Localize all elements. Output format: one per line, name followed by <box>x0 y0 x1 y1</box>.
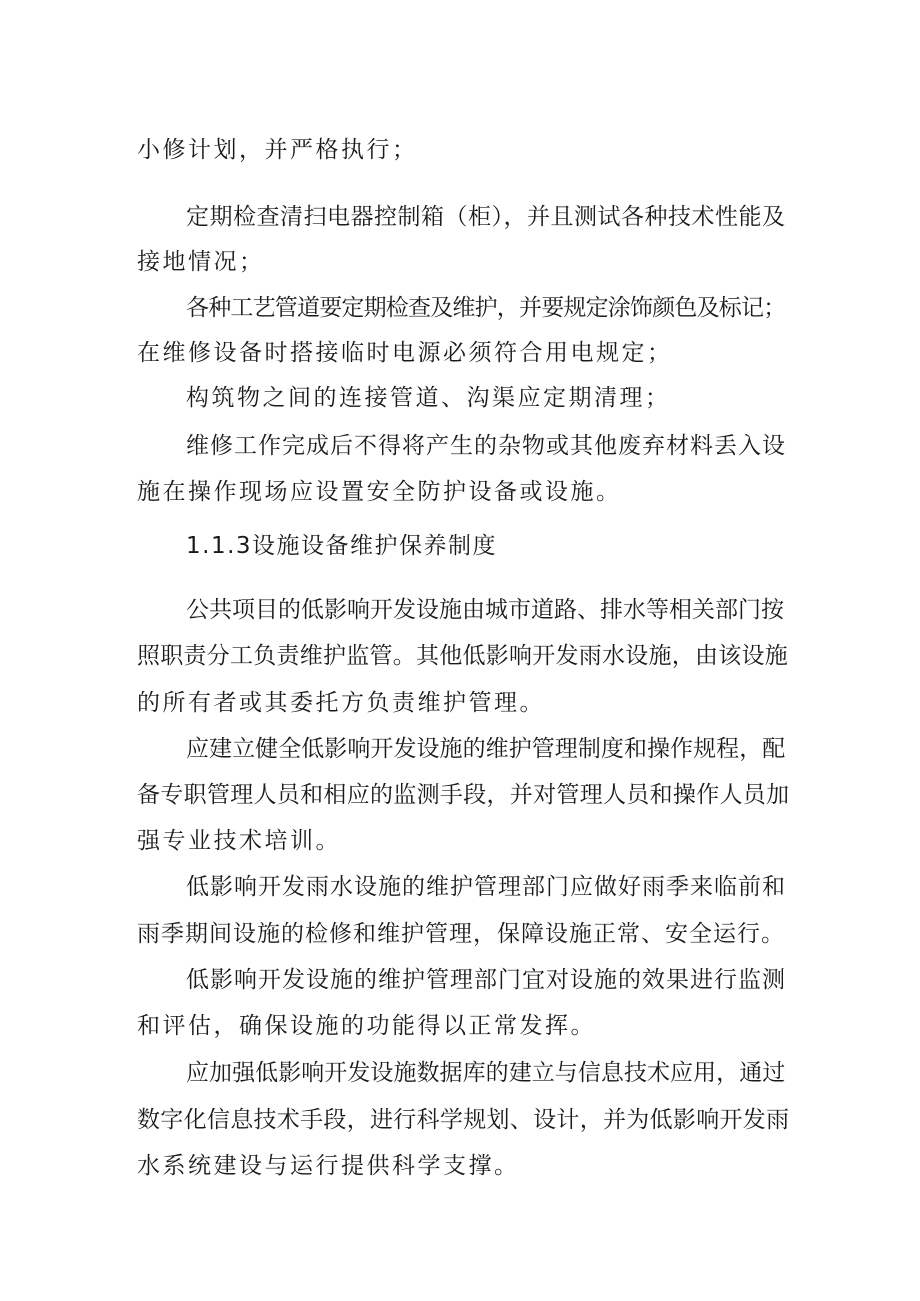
text-line: 雨季期间设施的检修和维护管理，保障设施正常、安全运行。 <box>137 921 785 947</box>
text-line: 定期检查清扫电器控制箱（柜），并且测试各种技术性能及 <box>186 204 786 230</box>
text-line: 接地情况； <box>137 249 265 275</box>
text-line: 在维修设备时搭接临时电源必须符合用电规定； <box>137 340 673 366</box>
text-line: 应加强低影响开发设施数据库的建立与信息技术应用，通过 <box>186 1060 786 1086</box>
section-heading: 1.1.3设施设备维护保养制度 <box>186 533 498 559</box>
text-line: 施在操作现场应设置安全防护设备或设施。 <box>137 479 622 505</box>
text-line: 照职责分工负责维护监管。其他低影响开发雨水设施，由该设施 <box>137 643 788 669</box>
text-line: 数字化信息技术手段，进行科学规划、设计，并为低影响开发雨 <box>137 1107 790 1133</box>
text-line: 和评估，确保设施的功能得以正常发挥。 <box>137 1013 596 1039</box>
text-line: 小修计划，并严格执行； <box>137 137 418 163</box>
text-line: 低影响开发设施的维护管理部门宜对设施的效果进行监测 <box>186 967 786 993</box>
text-line: 公共项目的低影响开发设施由城市道路、排水等相关部门按 <box>186 597 784 623</box>
text-line: 的所有者或其委托方负责维护管理。 <box>137 690 545 716</box>
text-line: 低影响开发雨水设施的维护管理部门应做好雨季来临前和 <box>186 874 786 900</box>
text-line: 备专职管理人员和相应的监测手段，并对管理人员和操作人员加 <box>137 782 790 808</box>
text-line: 各种工艺管道要定期检查及维护，并要规定涂饰颜色及标记； <box>186 295 786 321</box>
text-line: 应建立健全低影响开发设施的维护管理制度和操作规程，配 <box>186 736 786 762</box>
text-line: 水系统建设与运行提供科学支撑。 <box>137 1153 520 1179</box>
text-line: 构筑物之间的连接管道、沟渠应定期清理； <box>186 385 671 411</box>
text-line: 强专业技术培训。 <box>137 828 341 854</box>
text-line: 维修工作完成后不得将产生的杂物或其他废弃材料丢入设 <box>186 433 786 459</box>
